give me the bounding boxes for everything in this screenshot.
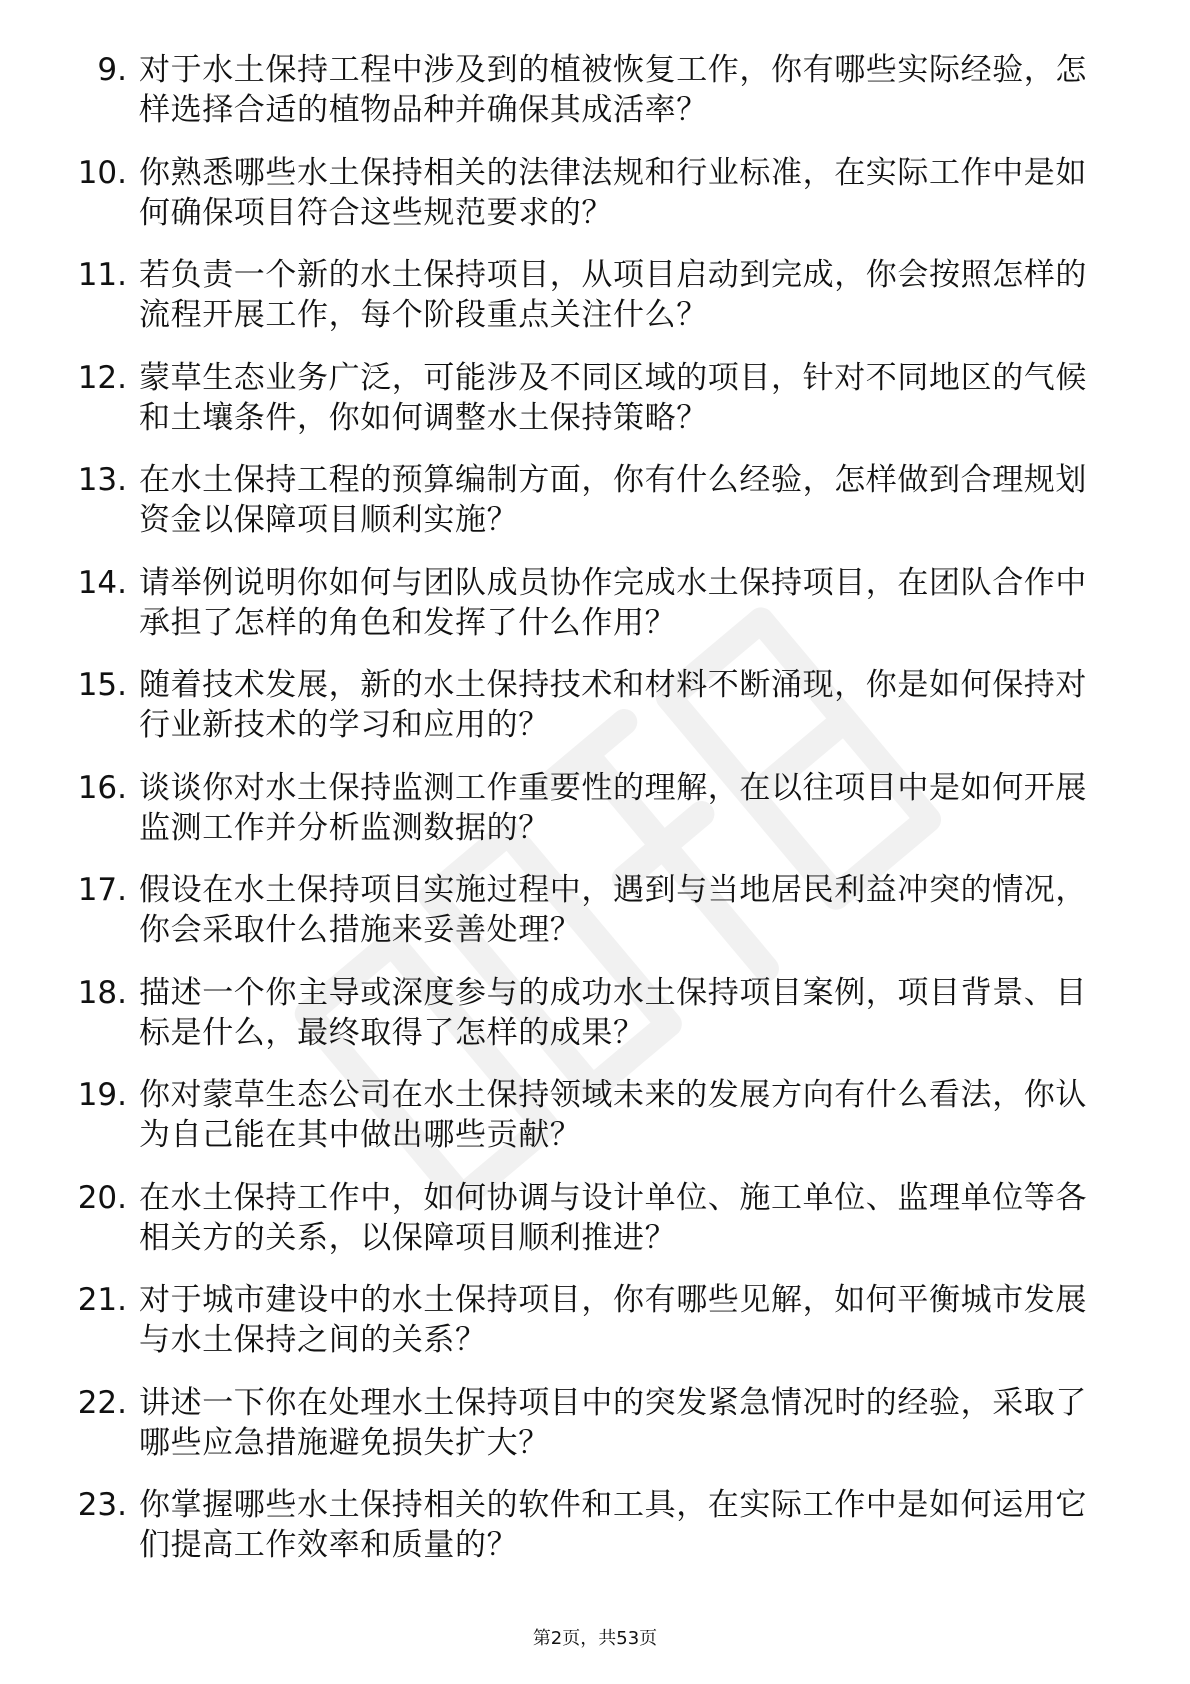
question-text: 蒙草生态业务广泛，可能涉及不同区域的项目，针对不同地区的气候和土壤条件，你如何调整水土保持策略？	[139, 359, 1087, 436]
question-text: 随着技术发展，新的水土保持技术和材料不断涌现，你是如何保持对行业新技术的学习和应用的？	[139, 667, 1087, 743]
question-number: 10.	[77, 154, 127, 191]
question-item-23	[50, 1485, 1110, 1565]
question-list	[50, 50, 1110, 1588]
question-item-20	[50, 1178, 1110, 1258]
question-text: 你掌握哪些水土保持相关的软件和工具，在实际工作中是如何运用它们提高工作效率和质量的？	[139, 1487, 1087, 1563]
question-text: 对于城市建设中的水土保持项目，你有哪些见解，如何平衡城市发展与水土保持之间的关系？	[139, 1282, 1087, 1358]
question-number: 21.	[77, 1282, 127, 1318]
question-text: 若负责一个新的水土保持项目，从项目启动到完成，你会按照怎样的流程开展工作，每个阶段重点关注什么？	[139, 257, 1087, 333]
question-number: 11.	[77, 257, 127, 293]
question-number: 9.	[97, 52, 127, 88]
question-item-14	[50, 563, 1110, 643]
question-item-10	[50, 153, 1110, 233]
question-item-11	[50, 255, 1110, 335]
question-number: 18.	[77, 974, 127, 1011]
question-number: 23.	[77, 1487, 127, 1523]
question-number: 20.	[77, 1179, 127, 1216]
question-item-12	[50, 358, 1110, 438]
question-item-18	[50, 973, 1110, 1053]
question-item-22	[50, 1383, 1110, 1463]
question-text: 讲述一下你在处理水土保持项目中的突发紧急情况时的经验，采取了哪些应急措施避免损失扩大？	[139, 1384, 1087, 1461]
question-item-16	[50, 768, 1110, 848]
question-number: 19.	[77, 1077, 127, 1113]
question-text: 描述一个你主导或深度参与的成功水土保持项目案例，项目背景、目标是什么，最终取得了怎样的成果？	[139, 974, 1087, 1051]
question-text: 你对蒙草生态公司在水土保持领域未来的发展方向有什么看法，你认为自己能在其中做出哪些贡献？	[139, 1077, 1087, 1153]
question-text: 对于水土保持工程中涉及到的植被恢复工作，你有哪些实际经验，怎样选择合适的植物品种并确保其成活率？	[139, 52, 1087, 128]
question-number: 16.	[77, 769, 127, 806]
question-item-17	[50, 870, 1110, 950]
question-item-13	[50, 460, 1110, 540]
question-text: 谈谈你对水土保持监测工作重要性的理解，在以往项目中是如何开展监测工作并分析监测数据的？	[139, 769, 1087, 846]
question-number: 15.	[77, 667, 127, 703]
question-text: 假设在水土保持项目实施过程中，遇到与当地居民利益冲突的情况，你会采取什么措施来妥善处理？	[139, 872, 1087, 948]
question-text: 在水土保持工程的预算编制方面，你有什么经验，怎样做到合理规划资金以保障项目顺利实施？	[139, 462, 1087, 538]
question-number: 14.	[77, 564, 127, 601]
question-number: 12.	[77, 359, 127, 396]
question-item-9	[50, 50, 1110, 130]
page-footer	[0, 1627, 1190, 1651]
question-number: 17.	[77, 872, 127, 908]
question-number: 22.	[77, 1384, 127, 1421]
page-number-label: 第2页，共53页	[532, 1628, 658, 1649]
question-number: 13.	[77, 462, 127, 498]
question-item-19	[50, 1075, 1110, 1155]
question-item-21	[50, 1280, 1110, 1360]
question-text: 你熟悉哪些水土保持相关的法律法规和行业标准，在实际工作中是如何确保项目符合这些规范要求的？	[139, 154, 1087, 231]
question-text: 在水土保持工作中，如何协调与设计单位、施工单位、监理单位等各相关方的关系，以保障项目顺利推进？	[139, 1179, 1087, 1256]
question-text: 请举例说明你如何与团队成员协作完成水土保持项目，在团队合作中承担了怎样的角色和发挥了什么作用？	[139, 564, 1087, 641]
question-item-15	[50, 665, 1110, 745]
